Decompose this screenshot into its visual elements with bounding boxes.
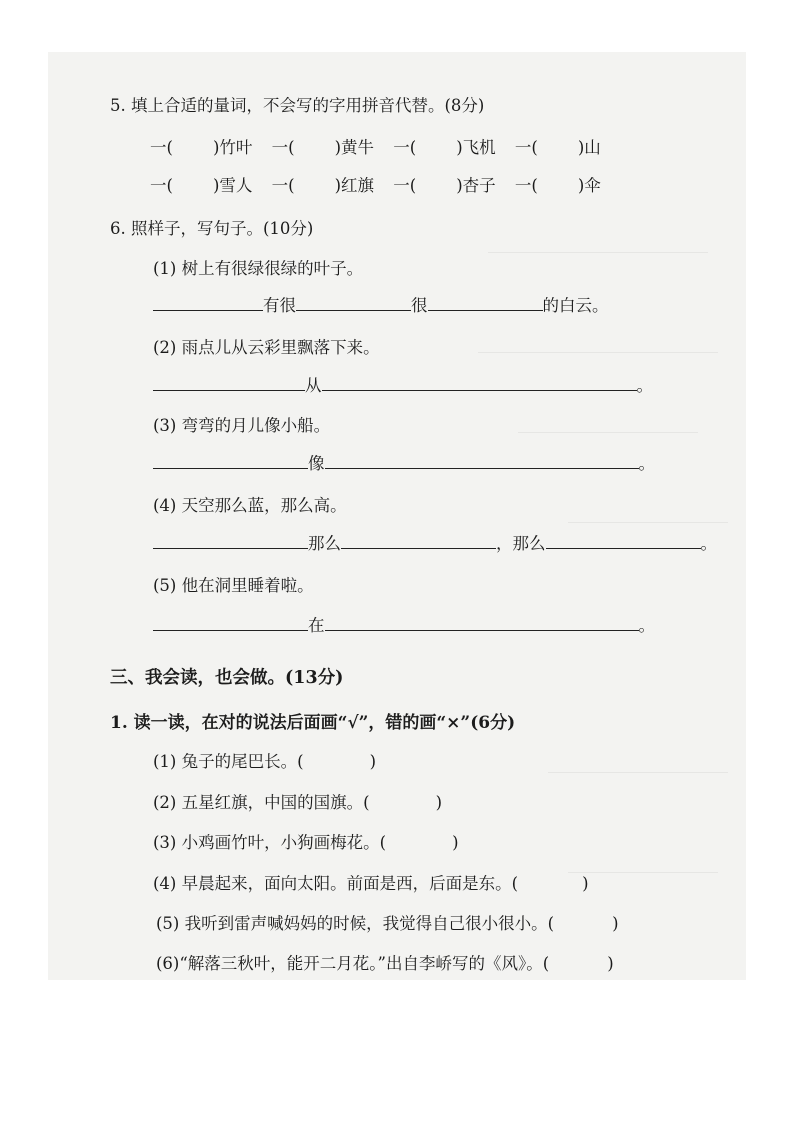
answer-blank[interactable] [325, 612, 639, 631]
answer-blank[interactable] [153, 292, 263, 311]
worksheet-content [48, 52, 746, 980]
q6-example-3: (3) 弯弯的月儿像小船。 [153, 416, 331, 435]
answer-blank[interactable] [153, 450, 308, 469]
judge-item-2: (2) 五星红旗，中国的国旗。( ) [153, 793, 442, 812]
q6-example-4: (4) 天空那么蓝，那么高。 [153, 496, 347, 515]
q5-r2-d: 一( )伞 [514, 176, 601, 195]
judge-item-4: (4) 早晨起来，面向太阳。前面是西，后面是东。( ) [153, 874, 589, 893]
judge-item-5: (5) 我听到雷声喊妈妈的时候，我觉得自己很小很小。( ) [156, 914, 619, 933]
answer-blank[interactable] [322, 372, 637, 391]
q6-answer-5: 在 。 [153, 612, 655, 636]
q5-r2-b: 一( )红旗 [271, 176, 374, 195]
q6-answer-4: 那么 ，那么 。 [153, 530, 717, 554]
q6-title: 6. 照样子，写句子。(10分) [110, 219, 314, 238]
judge-item-6: (6)“解落三秋叶，能开二月花。”出自李峤写的《风》。( ) [156, 954, 614, 973]
q5-r1-b: 一( )黄牛 [271, 138, 374, 157]
judge-item-1: (1) 兔子的尾巴长。( ) [153, 752, 376, 771]
q6-example-5: (5) 他在洞里睡着啦。 [153, 576, 314, 595]
q5-r2-a: 一( )雪人 [150, 176, 253, 195]
answer-blank[interactable] [153, 530, 308, 549]
q5-row-2 [150, 172, 615, 196]
q5-r2-c: 一( )杏子 [393, 176, 496, 195]
answer-blank[interactable] [325, 450, 639, 469]
answer-blank[interactable] [153, 372, 305, 391]
q5-r1-c: 一( )飞机 [393, 138, 496, 157]
q6-example-1: (1) 树上有很绿很绿的叶子。 [153, 259, 364, 278]
answer-blank[interactable] [296, 292, 411, 311]
answer-blank[interactable] [153, 612, 308, 631]
q6-answer-2: 从 。 [153, 372, 653, 396]
answer-blank[interactable] [341, 530, 496, 549]
exam-paper [48, 52, 746, 980]
q6-example-2: (2) 雨点儿从云彩里飘落下来。 [153, 338, 380, 357]
q5-r1-d: 一( )山 [514, 138, 601, 157]
answer-blank[interactable] [546, 530, 701, 549]
q6-answer-1: 有很 很 的白云。 [153, 292, 609, 316]
q5-title: 5. 填上合适的量词，不会写的字用拼音代替。(8分) [110, 96, 485, 115]
answer-blank[interactable] [428, 292, 543, 311]
q6-answer-3: 像 。 [153, 450, 655, 474]
q5-row-1 [150, 134, 615, 158]
judge-item-3: (3) 小鸡画竹叶，小狗画梅花。( ) [153, 833, 459, 852]
q5-r1-a: 一( )竹叶 [150, 138, 253, 157]
section-3-title: 三、我会读，也会做。(13分) [110, 668, 344, 688]
judge-title: 1. 读一读，在对的说法后面画“√”，错的画“×”(6分) [110, 713, 516, 733]
